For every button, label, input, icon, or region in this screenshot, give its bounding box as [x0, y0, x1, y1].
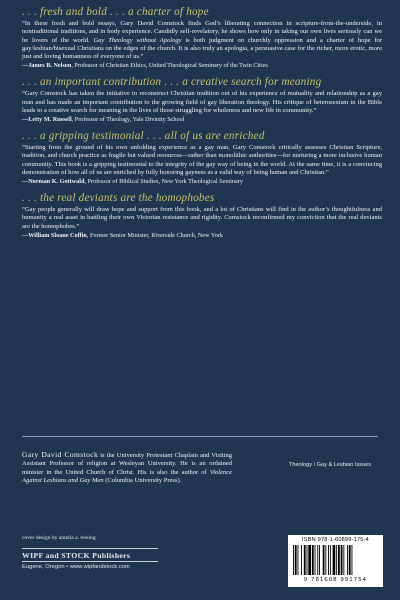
endorsement — [22, 76, 382, 124]
endorsement-attribution — [22, 232, 382, 240]
cover-design-credit: cover design by amelia a. reising — [22, 535, 96, 541]
endorsement — [22, 130, 382, 186]
publisher-logo: WIPF and STOCK Publishers — [22, 548, 158, 562]
endorser-title: , Former Senior Minister, Riverside Church, New York — [86, 231, 223, 239]
book-title-italic: Gay Theology without Apology — [93, 36, 182, 44]
endorsement-attribution — [22, 178, 382, 186]
endorsement — [22, 192, 382, 240]
author-name: Gary David Comstock — [22, 450, 99, 459]
barcode-icon — [293, 545, 379, 575]
quote-text: is both judgment on churchly oppression and a charter of hope for gay/lesbian/bisexual Christians on the edges of the church. It is also truly an apologia, a persuasive case for the richer, more erotic, more just and loving humanness of everyone of us.” — [22, 36, 382, 60]
endorsement — [22, 6, 382, 70]
endorsements — [22, 6, 382, 246]
endorsement-quote — [22, 20, 382, 61]
endorser-title: , Professor of Biblical Studies, New York Theological Seminary — [84, 178, 243, 185]
endorser-name: —Letty M. Russell — [22, 116, 72, 123]
author-bio — [22, 451, 232, 486]
endorser-title: , Professor of Theology, Yale Divinity School — [71, 116, 185, 123]
endorser-name: —Norman K. Gottwald — [22, 178, 85, 185]
endorsement-quote: “Starting from the ground of his own unfolding experience as a gay man, Gary Comstock critically assesses Christian Scripture, tradition, and church practice as fragile but valued resources—rather than monolithic authorities—for nurturing a more inclusive human community. This book is a gripping testimonial to the integrity of the gay way of being in the world. At the same time, it is a convincing demonstration of how all of us are enriched by fully honoring gayness as a valid way of being human and Christian.” — [22, 144, 382, 176]
isbn-label: ISBN 978-1-60899-175-4 — [302, 537, 369, 543]
publisher-location: Eugene, Oregon • www.wipfandstock.com — [22, 564, 130, 570]
endorser-name: —William Sloane Coffin — [22, 231, 87, 239]
barcode-number: 9 781608 991754 — [303, 577, 368, 583]
publisher-credits — [22, 535, 222, 570]
isbn-barcode — [288, 535, 383, 587]
endorsement-heading: . . . the real deviants are the homophobes — [22, 192, 215, 204]
endorser-name: —James B. Nelson — [22, 62, 72, 70]
other-book-title: Violence Against Lesbians and Gay Men — [22, 468, 232, 485]
endorsement-heading: . . . an important contribution . . . a creative search for meaning — [22, 76, 322, 89]
quote-text: “In these fresh and bold essays, Gary David Comstock finds God’s liberating connection in scripture-from-the-underside, in nontraditional traditions, and in body experience. Candidly self-revelatory, he shows how only in taking our own lives seriously can we be lovers of the world. — [22, 20, 382, 44]
endorsement-attribution — [22, 116, 382, 124]
endorsement-attribution — [22, 62, 382, 70]
endorsement-quote: “Gay people generally will draw hope and support from this book, and a lot of Christians will find in the author’s thoughtfulness and humanity a real asset in battling their own Victorian resistance and rigidity. Comstock reconfirmed my conviction that the real deviants are the homophobes.” — [22, 206, 382, 230]
endorsement-heading: . . . fresh and bold . . . a charter of hope — [22, 6, 209, 18]
section-divider — [22, 436, 378, 437]
endorsement-heading: . . . a gripping testimonial . . . all of us are enriched — [22, 130, 265, 142]
endorsement-quote: “Gary Comstock has taken the initiative to reconstruct Christian tradition out of his experience of mutuality and relationship as a gay man and has made an important contribution to the growing field of gay liberation theology. His critique of heterosexism in the Bible leads to a creative search for meaning in the lives of those struggling for wholeness and new life in community.” — [22, 90, 382, 114]
bio-text: (Columbia University Press). — [103, 477, 182, 485]
endorser-title: , Professor of Christian Ethics, United Theological Seminary of the Twin Cities — [71, 62, 268, 70]
bio-text: is the University Protestant Chaplain and Visiting Assistant Professor of religion at Wesleyan University. He is an ordained minister in the United Church of Christ. His is also the author of — [22, 452, 232, 476]
subject-category: Theology / Gay & Lesbian Issues — [289, 462, 372, 468]
